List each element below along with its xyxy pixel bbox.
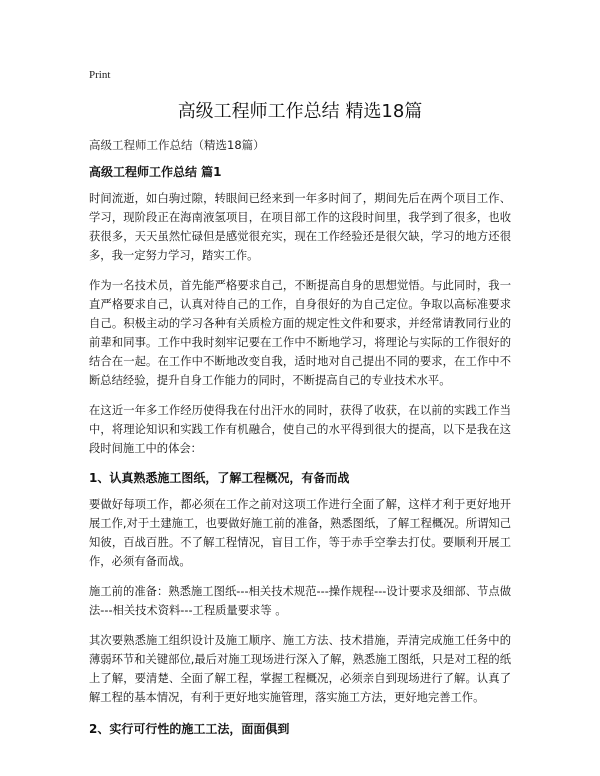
paragraph-4: 要做好每项工作，都必须在工作之前对这项工作进行全面了解，这样才利于更好地开展工作,对于土建施工，也要做好施工前的准备，熟悉图纸，了解工程概况。所谓知己知彼，百战百胜。不了解工程情况，盲目工作，等于赤手空拳去打仗。要顺利开展工作，必须有备而战。 (89, 498, 511, 568)
page-title: 高级工程师工作总结 精选18篇 (177, 101, 423, 122)
paragraph-3: 在这近一年多工作经历使得我在付出汗水的同时，获得了收获，在以前的实践工作当中，将理论知识和实践工作有机融合，使自己的水平得到很大的提高，以下是我在这段时间施工中的体会： (89, 404, 511, 455)
subtitle: 高级工程师工作总结（精选18篇） (89, 138, 265, 152)
paragraph-6: 其次要熟悉施工组织设计及施工顺序、施工方法、技术措施，弄清完成施工任务中的薄弱环节和关键部位,最后对施工现场进行深入了解，熟悉施工图纸，只是对工程的纸上了解，要清楚、全面了解工程，掌握工程概况，必须亲自到现场进行了解。认真了解工程的基本情况，有利于更好地实施管理，落实施工方法，更好地完善工作。 (89, 634, 511, 704)
paragraph-1: 时间流逝，如白驹过隙，转眼间已经来到一年多时间了，期间先后在两个项目工作、学习，现阶段正在海南液氢项目，在项目部工作的这段时间里，我学到了很多，也收获很多，天天虽然忙碌但是感觉很充实，现在工作经验还是很欠缺，学习的地方还很多，我一定努力学习，踏实工作。 (89, 192, 511, 262)
print-label: Print (89, 69, 111, 81)
heading-2: 2、实行可行性的施工工法，面面俱到 (89, 722, 290, 736)
section-heading-part1: 高级工程师工作总结 篇1 (89, 165, 222, 179)
paragraph-5: 施工前的准备：熟悉施工图纸---相关技术规范---操作规程---设计要求及细部、节点做法---相关技术资料---工程质量要求等 。 (89, 585, 511, 617)
paragraph-2: 作为一名技术员，首先能严格要求自己，不断提高自身的思想觉悟。与此同时，我一直严格要求自己，认真对待自己的工作，自身很好的为自己定位。争取以高标准要求自己。积极主动的学习各种有关质检方面的规定性文件和要求，并经常请教同行业的前辈和同事。工作中我时刻牢记要在工作中不断地学习，将理论与实际的工作很好的结合在一起。在工作中不断地改变自我，适时地对自己提出不同的要求，在工作中不断总结经验，提升自身工作能力的同时，不断提高自己的专业技术水平。 (89, 279, 511, 387)
heading-1: 1、认真熟悉施工图纸，了解工程概况，有备而战 (89, 471, 350, 485)
